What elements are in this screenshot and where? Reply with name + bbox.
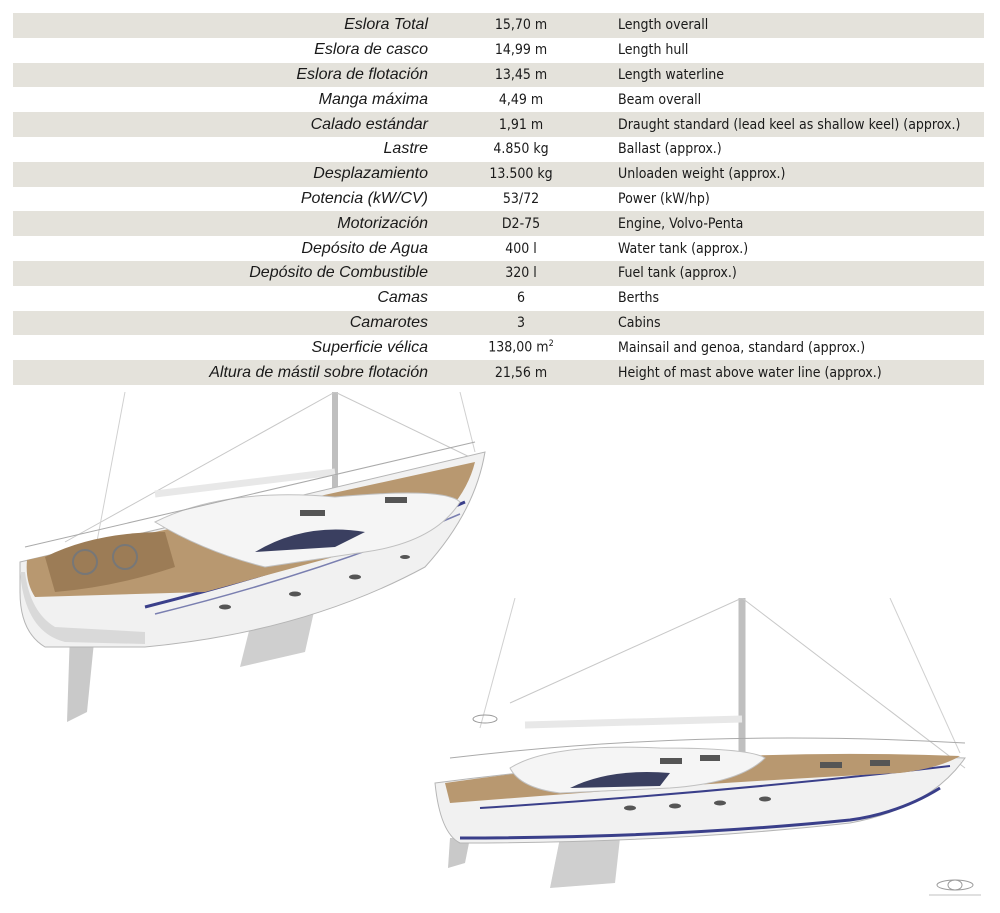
spec-label-en: Fuel tank (approx.) <box>618 265 737 282</box>
spec-label-en: Length waterline <box>618 66 725 83</box>
spec-value: 13,45 m <box>494 66 548 83</box>
table-row <box>13 236 984 261</box>
spec-label-es: Camas <box>377 289 428 307</box>
spec-label-en: Berths <box>618 290 660 307</box>
spec-label-es: Eslora de casco <box>314 41 428 59</box>
table-row <box>13 286 984 311</box>
spec-label-es: Potencia (kW/CV) <box>300 189 428 207</box>
spec-label-en: Engine, Volvo-Penta <box>618 215 744 232</box>
spec-value: D2-75 <box>501 215 541 232</box>
table-row <box>13 38 984 63</box>
spec-label-en: Power (kW/hp) <box>618 190 710 207</box>
spec-value: 6 <box>516 290 525 307</box>
spec-label-es: Manga máxima <box>318 90 428 108</box>
spec-label-en: Cabins <box>618 314 661 331</box>
superscript: 2 <box>548 339 554 350</box>
spec-label-en: Length overall <box>618 17 709 34</box>
table-row <box>13 87 984 112</box>
spec-value: 3 <box>516 314 525 331</box>
sailboat-side-view <box>420 598 995 898</box>
spec-value: 15,70 m <box>494 17 548 34</box>
spec-value: 13.500 kg <box>489 166 553 183</box>
spec-label-es: Superficie vélica <box>311 338 428 356</box>
spec-label-en: Beam overall <box>618 91 702 108</box>
spec-label-es: Desplazamiento <box>313 165 428 183</box>
spec-label-en: Ballast (approx.) <box>618 141 722 158</box>
spec-value-number: 138,00 m <box>488 340 549 357</box>
spec-value: 14,99 m <box>494 42 548 59</box>
table-row <box>13 63 984 88</box>
table-row <box>13 137 984 162</box>
spec-label-en: Water tank (approx.) <box>618 240 749 257</box>
spec-label-en: Mainsail and genoa, standard (approx.) <box>618 339 866 356</box>
spec-label-es: Depósito de Combustible <box>249 264 428 282</box>
table-row <box>13 13 984 38</box>
spec-value: 400 l <box>505 240 537 257</box>
spec-value: 53/72 <box>502 190 540 207</box>
table-row <box>13 335 984 360</box>
spec-value: 4.850 kg <box>493 141 549 158</box>
spec-label-es: Motorización <box>337 214 428 232</box>
table-row <box>13 211 984 236</box>
spec-label-en: Draught standard (lead keel as shallow keel) (approx.) <box>618 116 961 133</box>
spec-label-es: Altura de mástil sobre flotación <box>209 363 428 381</box>
spec-label-es: Camarotes <box>349 313 428 331</box>
table-row <box>13 311 984 336</box>
table-row <box>13 360 984 385</box>
spec-label-en: Unloaden weight (approx.) <box>618 166 786 183</box>
spec-label-en: Height of mast above water line (approx.) <box>618 364 882 381</box>
spec-value: 320 l <box>505 265 537 282</box>
spec-value: 1,91 m <box>498 116 544 133</box>
table-row <box>13 162 984 187</box>
spec-label-es: Calado estándar <box>310 115 428 133</box>
table-row <box>13 187 984 212</box>
spec-value: 21,56 m <box>494 364 548 381</box>
spec-label-es: Eslora Total <box>344 16 428 34</box>
spec-value <box>428 339 614 356</box>
spec-label-es: Depósito de Agua <box>301 239 428 257</box>
table-row <box>13 112 984 137</box>
spec-label-es: Lastre <box>383 140 428 158</box>
spec-label-es: Eslora de flotación <box>296 65 428 83</box>
table-row <box>13 261 984 286</box>
builder-logo <box>925 875 985 901</box>
spec-value: 4,49 m <box>498 91 544 108</box>
spec-label-en: Length hull <box>618 42 689 59</box>
spec-table <box>13 13 984 385</box>
